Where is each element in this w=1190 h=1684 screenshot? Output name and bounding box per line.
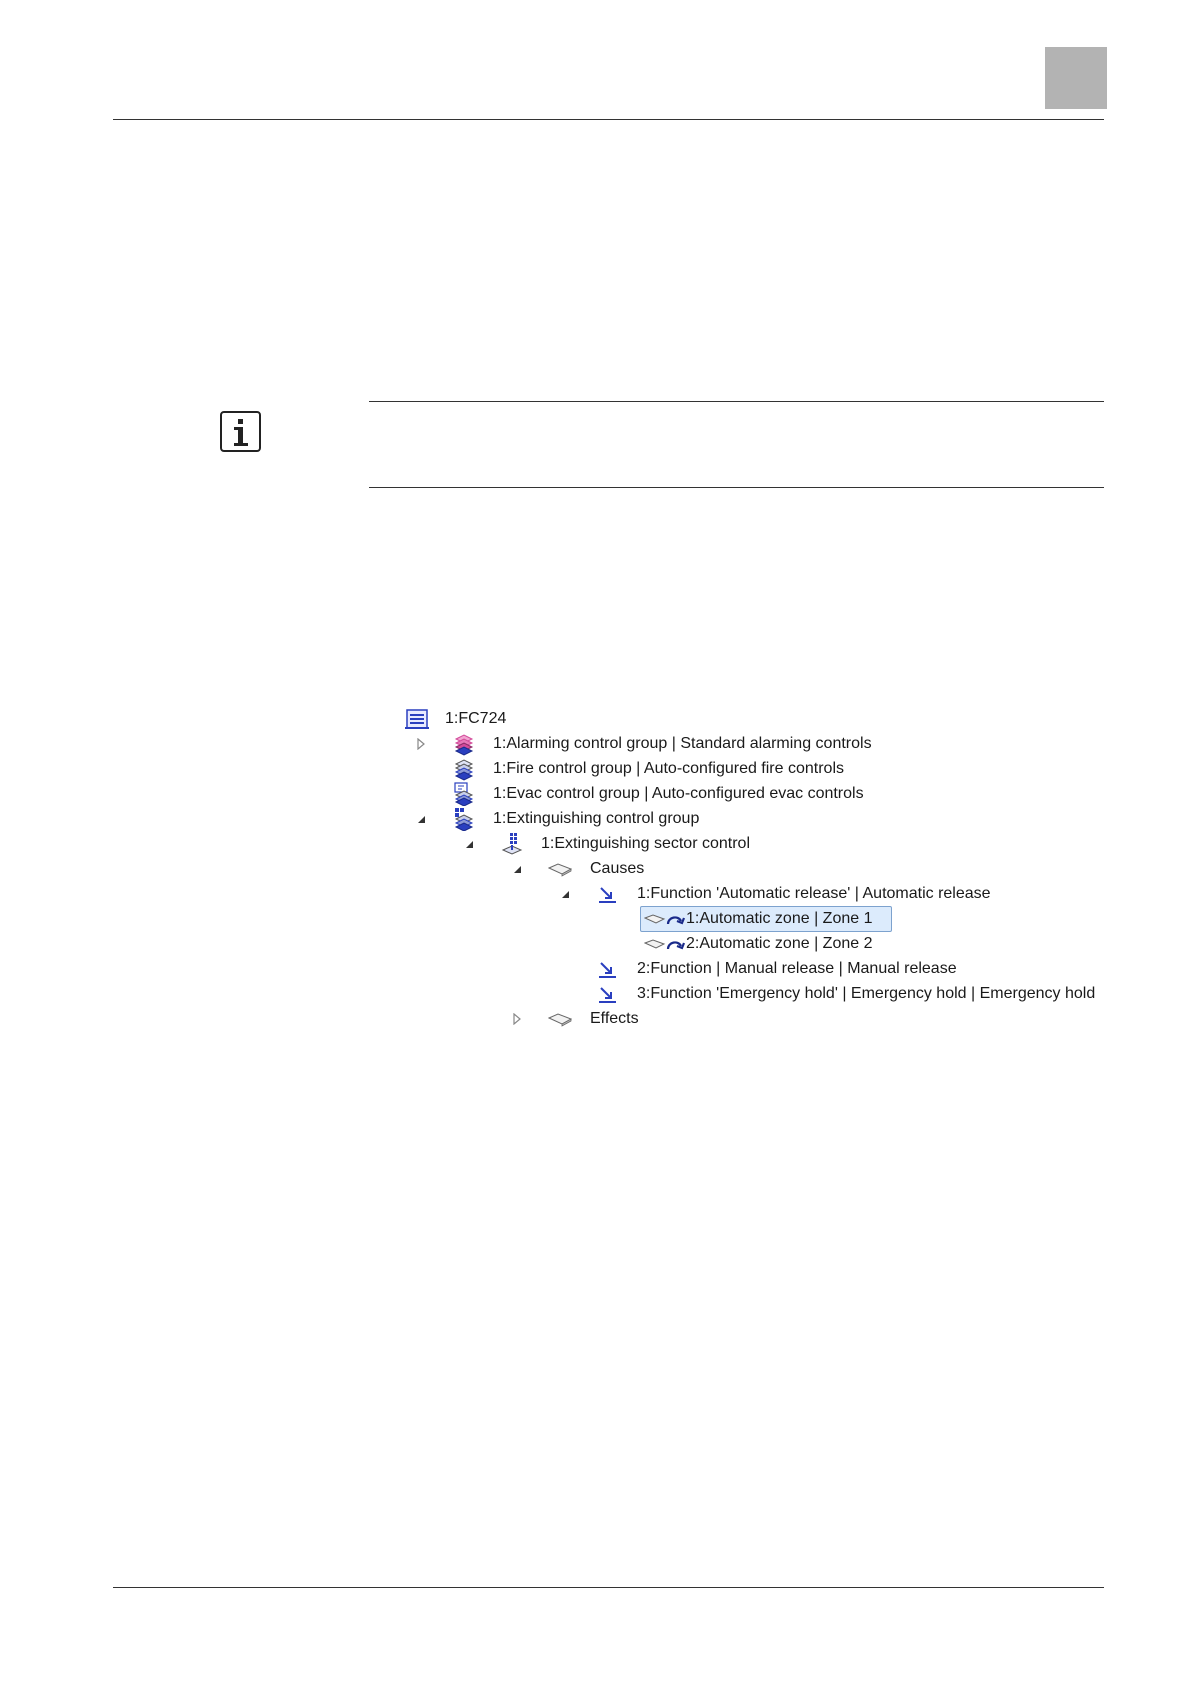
- note-rule-bottom: [369, 487, 1104, 488]
- expand-arrow-icon[interactable]: [416, 732, 428, 756]
- causes-icon: [548, 857, 572, 881]
- tree-item-label: Effects: [590, 1010, 639, 1027]
- cause-effect-tree: [400, 707, 1110, 1027]
- function-arrow-icon: [596, 882, 620, 906]
- tree-item-label: 1:Alarming control group | Standard alarming controls: [493, 735, 872, 752]
- collapse-arrow-icon[interactable]: [416, 807, 428, 831]
- footer-rule: [113, 1587, 1104, 1588]
- sector-control-icon: [500, 832, 524, 856]
- effects-icon: [548, 1007, 572, 1031]
- collapse-arrow-icon[interactable]: [560, 882, 572, 906]
- zone-link-icon: [644, 907, 688, 931]
- extinguishing-group-icon: [452, 807, 476, 831]
- collapse-arrow-icon[interactable]: [512, 857, 524, 881]
- page-corner-tab: [1045, 47, 1107, 109]
- function-arrow-icon: [596, 982, 620, 1006]
- tree-item-label: 1:Extinguishing sector control: [541, 835, 750, 852]
- collapse-arrow-icon[interactable]: [464, 832, 476, 856]
- tree-root-label: 1:FC724: [445, 710, 507, 727]
- zone-link-icon: [644, 932, 688, 956]
- expand-arrow-icon[interactable]: [512, 1007, 524, 1031]
- info-icon: [220, 411, 261, 452]
- tree-item-label: 1:Evac control group | Auto-configured evac controls: [493, 785, 864, 802]
- fire-group-icon: [452, 757, 476, 781]
- note-rule-top: [369, 401, 1104, 402]
- function-arrow-icon: [596, 957, 620, 981]
- tree-item-label: 1:Fire control group | Auto-configured fire controls: [493, 760, 844, 777]
- alarming-group-icon: [452, 732, 476, 756]
- tree-item-label: Causes: [590, 860, 645, 877]
- tree-item-label: 1:Automatic zone | Zone 1: [686, 910, 873, 927]
- tree-item-label: 1:Extinguishing control group: [493, 810, 700, 827]
- panel-icon: [405, 707, 429, 731]
- tree-item-label: 3:Function 'Emergency hold' | Emergency hold | Emergency hold: [637, 985, 1096, 1002]
- header-rule: [113, 119, 1104, 120]
- tree-item-label: 2:Function | Manual release | Manual release: [637, 960, 957, 977]
- tree-item-label: 2:Automatic zone | Zone 2: [686, 935, 873, 952]
- tree-item-label: 1:Function 'Automatic release' | Automatic release: [637, 885, 991, 902]
- evac-group-icon: [452, 782, 476, 806]
